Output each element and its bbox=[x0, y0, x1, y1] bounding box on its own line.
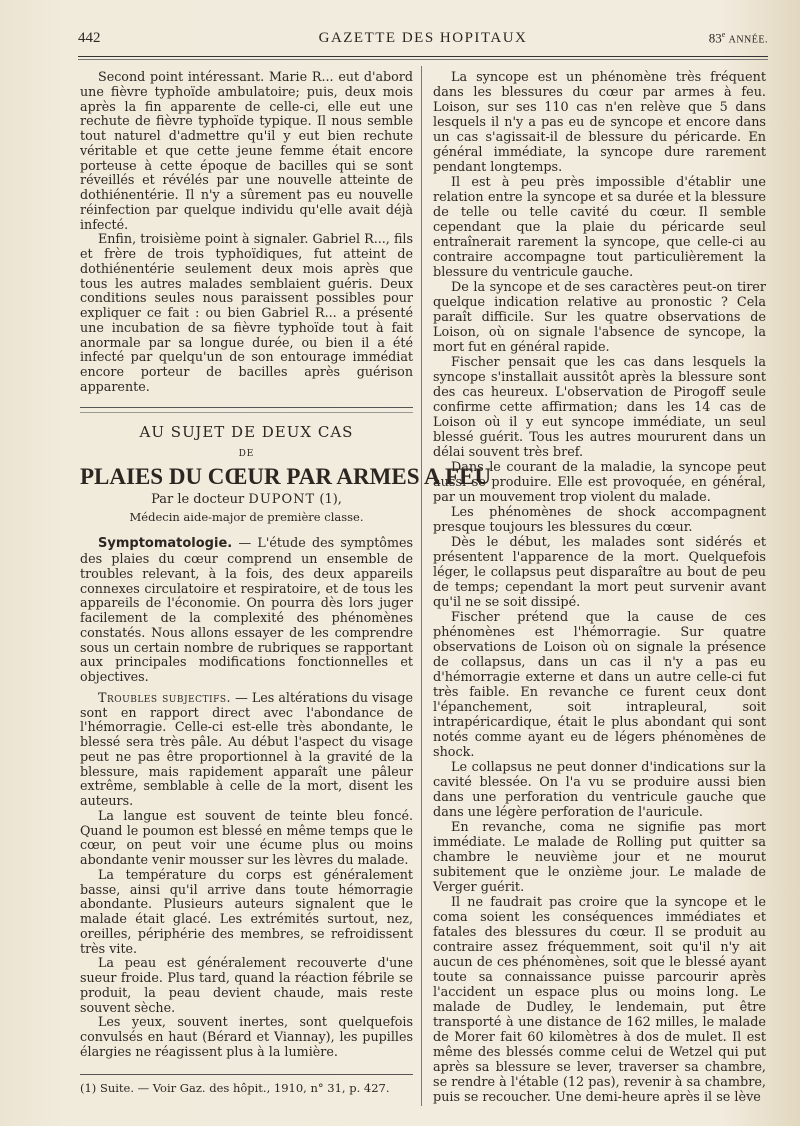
paragraph: La syncope est un phénomène très fréquent dans les blessures du cœur par armes à feu. Loison, sur ses 110 cas n'en relève que 5 dans lesquels il n'y a pas eu de syncope et encore dans un cas s'agissait-il de blessure du péricarde. En général immédiate, la syncope dure rarement pendant longtemps. bbox=[433, 70, 766, 175]
paragraph: La langue est souvent de teinte bleu foncé. Quand le poumon est blessé en même temps que le cœur, on peut voir une écume plus ou moins abondante venir mousser sur les lèvres du malade. bbox=[80, 807, 413, 867]
article-title-top: AU SUJET DE DEUX CAS bbox=[139, 422, 354, 441]
paragraph-symptomatologie: Symptomatologie. — L'étude des symptômes des plaies du cœur comprend un ensemble de troubles relevant, à la fois, des deux appareils connexes circulatoire et respiratoire, et de tous les appareils de l'économie. On pourra dès lors juger facilement de la complexité des phénomènes constatés. Nous allons essayer de les comprendre sous un certain nombre de rubriques se rapportant aux principales modifications fonctionnelles et objectives. bbox=[80, 535, 413, 684]
paragraph: Second point intéressant. Marie R... eut d'abord une fièvre typhoïde ambulatoire; puis, deux mois après la fin apparente de celle-ci, elle eut une rechute de fièvre typhoïde typique. Il nous semble tout naturel d'admettre qu'il y eut bien rechute véritable et que cette jeune femme était encore porteuse à cette époque de bacilles qui se sont réveillés et révélés par une nouvelle atteinte de dothiénentérie. Il n'y a sûrement pas eu nouvelle réinfection par quelque individu qu'elle avait déjà infecté. bbox=[80, 69, 413, 232]
column-divider bbox=[421, 66, 422, 1106]
article-title-de: DE bbox=[238, 449, 255, 460]
paragraph: Il est à peu près impossible d'établir une relation entre la syncope et sa durée et la blessure de telle ou telle cavité du cœur. Il semble cependant que la plaie du péricarde seul entraînerait rarement la syncope, que celle-ci au contraire accompagne tout particulièrement la blessure du ventricule gauche. bbox=[433, 175, 766, 280]
paragraph: Dans le courant de la maladie, la syncope peut aussi se produire. Elle est provoquée, en général, par un mouvement trop violent du malade. bbox=[433, 460, 766, 505]
article-title-main: PLAIES DU CŒUR PAR ARMES A FEU bbox=[80, 464, 492, 489]
journal-title: GAZETTE DES HOPITAUX bbox=[318, 30, 528, 46]
paragraph: Les phénomènes de shock accompagnent presque toujours les blessures du cœur. bbox=[433, 505, 766, 535]
paragraph: Fischer pensait que les cas dans lesquels la syncope s'installait aussitôt après la blessure sont des cas heureux. L'observation de Pirogoff seule confirme cette affirmation; dans les 14 cas de Loison où il y eut syncope immédiate, un seul blessé guérit. Tous les autres moururent dans un délai souvent très bref. bbox=[433, 355, 766, 460]
author-name: DUPONT bbox=[248, 491, 316, 507]
header-rule bbox=[78, 56, 768, 57]
footnote: (1) Suite. — Voir Gaz. des hôpit., 1910, n° 31, p. 427. bbox=[80, 1080, 390, 1095]
paragraph: Enfin, troisième point à signaler. Gabriel R..., fils et frère de trois typhoïdiques, fut atteint de dothiénentérie seulement deux mois après que tous les autres malades semblaient guéris. Deux conditions seules nous paraissent possibles pour expliquer ce fait : ou bien Gabriel R... a présenté une incubation de sa fièvre typhoïde tout à fait anormale par sa longue durée, ou bien il a été infecté par quelqu'un de son entourage immédiat encore porteur de bacilles après guérison apparente. bbox=[80, 231, 413, 394]
run-in-heading: Symptomatologie. bbox=[98, 536, 233, 552]
right-column bbox=[433, 70, 766, 1105]
page-header bbox=[78, 30, 768, 52]
volume-year: 83e ANNÉE. bbox=[708, 30, 768, 46]
section-rule-secondary bbox=[80, 412, 413, 413]
paragraph: La température du corps est généralement basse, ainsi qu'il arrive dans toute hémorragie abondante. Plusieurs auteurs signalent que le malade était glacé. Les extrémités surtout, nez, oreilles, périphérie des membres, se refroidissent très vite. bbox=[80, 866, 413, 956]
section-rule bbox=[80, 407, 413, 408]
paragraph: En revanche, coma ne signifie pas mort immédiate. Le malade de Rolling put quitter sa chambre le neuvième jour et ne mourut subitement que le onzième jour. Le malade de Verger guérit. bbox=[433, 820, 766, 895]
header-rule-secondary bbox=[78, 59, 768, 60]
paragraph: De la syncope et de ses caractères peut-on tirer quelque indication relative au pronostic ? Cela paraît difficile. Sur les quatre observations de Loison, où on signale l'absence de syncope, la mort fut en général rapide. bbox=[433, 280, 766, 355]
paragraph: Le collapsus ne peut donner d'indications sur la cavité blessée. On l'a vu se produire aussi bien dans une perforation du ventricule gauche que dans une légère perforation de l'auricule. bbox=[433, 760, 766, 820]
run-in-heading: Troubles subjectifs. bbox=[98, 689, 232, 705]
footnote-rule bbox=[80, 1074, 413, 1075]
author-rank: Médecin aide-major de première classe. bbox=[129, 509, 364, 524]
left-column bbox=[80, 69, 492, 1095]
paragraph-troubles: Troubles subjectifs. — Les altérations du visage sont en rapport direct avec l'abondance de l'hémorragie. Celle-ci est-elle très abondante, le blessé sera très pâle. Au début l'aspect du visage peut ne pas être proportionnel à la gravité de la blessure, mais rapidement apparaît une pâleur extrême, semblable à celle de la mort, disent les auteurs. bbox=[80, 689, 413, 808]
paragraph: La peau est généralement recouverte d'une sueur froide. Plus tard, quand la réaction fébrile se produit, la peau devient chaude, mais reste souvent sèche. bbox=[80, 955, 413, 1015]
article-byline: Par le docteur DUPONT (1), bbox=[151, 491, 342, 507]
paragraph: Fischer prétend que la cause de ces phénomènes est l'hémorragie. Sur quatre observations de Loison où on signale la présence de collapsus, dans un cas il n'y a pas eu d'hémorragie externe et dans un autre celle-ci fut très faible. En revanche ce furent ceux dont l'épanchement, soit intrapleural, soit intrapéricardique, était le plus abondant qui sont notés comme ayant eu de légers phénomènes de shock. bbox=[433, 610, 766, 760]
paragraph: Dès le début, les malades sont sidérés et présentent l'apparence de la mort. Quelquefois léger, le collapsus peut disparaître au bout de peu de temps; cependant la mort peut survenir avant qu'il ne se soit dissipé. bbox=[433, 535, 766, 610]
page-number: 442 bbox=[78, 30, 101, 46]
paragraph: Les yeux, souvent inertes, sont quelquefois convulsés en haut (Bérard et Viannay), les pupilles élargies ne réagissent plus à la lumière. bbox=[80, 1014, 413, 1059]
paragraph: Il ne faudrait pas croire que la syncope et le coma soient les conséquences immédiates et fatales des blessures du cœur. Il se produit au contraire assez fréquemment, soit qu'il n'y ait aucun de ces phénomènes, soit que le blessé ayant toute sa connaissance puisse parcourir après l'accident un espace plus ou moins long. Le malade de Dudley, le lendemain, put être transporté à une distance de 162 milles, le malade de Morer fait 60 kilomètres à dos de mulet. Il est même des blessés comme celui de Wetzel qui put après sa blessure se lever, traverser sa chambre, se rendre à l'étable (12 pas), revenir à sa chambre, puis se recoucher. Une demi-heure après il se lève bbox=[433, 895, 766, 1105]
